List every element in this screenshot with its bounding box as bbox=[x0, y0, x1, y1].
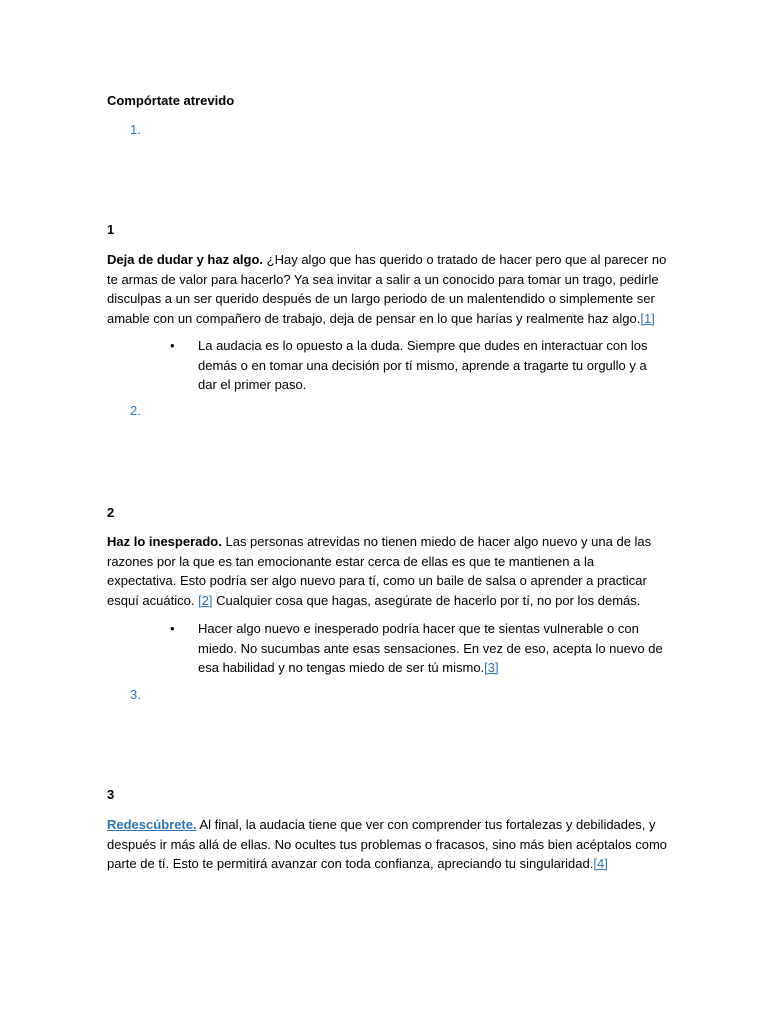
bullet-body-2: Hacer algo nuevo e inesperado podría hacer que te sientas vulnerable o con miedo. No sucumbas ante esas sensaciones. En vez de eso, acepta lo nuevo de esa habilidad y no tengas miedo de ser tú mismo. bbox=[198, 621, 663, 675]
step-heading-1: 1 bbox=[107, 222, 115, 237]
step-body-2: Las personas atrevidas no tienen miedo de hacer algo nuevo y una de las razones por la que es tan emocionante estar cerca de ellas es que te mantienen a la expectativa. Esto podría ser algo nuevo para tí, como un baile de salsa o aprender a practicar esquí acuático. bbox=[107, 534, 652, 608]
step-lead-2: Haz lo inesperado. bbox=[107, 534, 222, 549]
step-bullet-2 bbox=[170, 619, 665, 678]
step-lead-1: Deja de dudar y haz algo. bbox=[107, 252, 264, 267]
step-body-1: ¿Hay algo que has querido o tratado de hacer pero que al parecer no te armas de valor para hacerlo? Ya sea invitar a salir a un conocido para tomar un trago, pedirle disculpas a un ser querido después de un largo periodo de un malentendido o simplemente ser amable con un compañero de trabajo, deja de pensar en lo que harías y realmente haz algo. bbox=[107, 252, 667, 326]
bullet-text-2 bbox=[198, 619, 665, 678]
step-heading-2: 2 bbox=[107, 505, 115, 520]
bullet-dot-icon: • bbox=[170, 621, 175, 636]
step-paragraph-3 bbox=[107, 815, 667, 874]
step-bullet-1 bbox=[170, 336, 665, 395]
bullet-dot-icon: • bbox=[170, 338, 175, 353]
step-heading-3: 3 bbox=[107, 787, 115, 802]
step-lead-link-3[interactable]: Redescúbrete. bbox=[107, 817, 197, 832]
step-paragraph-1 bbox=[107, 250, 667, 328]
step-body-after-2: Cualquier cosa que hagas, asegúrate de hacerlo por tí, no por los demás. bbox=[212, 592, 641, 608]
step-paragraph-2 bbox=[107, 532, 667, 610]
footnote-link-2[interactable]: [2] bbox=[198, 592, 213, 608]
list-number-3: 3. bbox=[130, 687, 141, 702]
footnote-link-4[interactable]: [4] bbox=[593, 856, 608, 871]
footnote-link-1[interactable]: [1] bbox=[640, 310, 655, 326]
list-number-1: 1. bbox=[130, 122, 141, 137]
list-number-2: 2. bbox=[130, 403, 141, 418]
document-title: Compórtate atrevido bbox=[107, 93, 235, 108]
footnote-link-3[interactable]: [3] bbox=[484, 660, 499, 675]
step-body-3: Al final, la audacia tiene que ver con comprender tus fortalezas y debilidades, y después ir más allá de ellas. No ocultes tus problemas o fracasos, sino más bien acéptalos como parte de tí. Esto te permitirá avanzar con toda confianza, apreciando tu singularidad. bbox=[107, 817, 668, 871]
bullet-text-1: La audacia es lo opuesto a la duda. Siempre que dudes en interactuar con los demás o en tomar una decisión por tí mismo, aprende a tragarte tu orgullo y a dar el primer paso. bbox=[198, 338, 648, 392]
